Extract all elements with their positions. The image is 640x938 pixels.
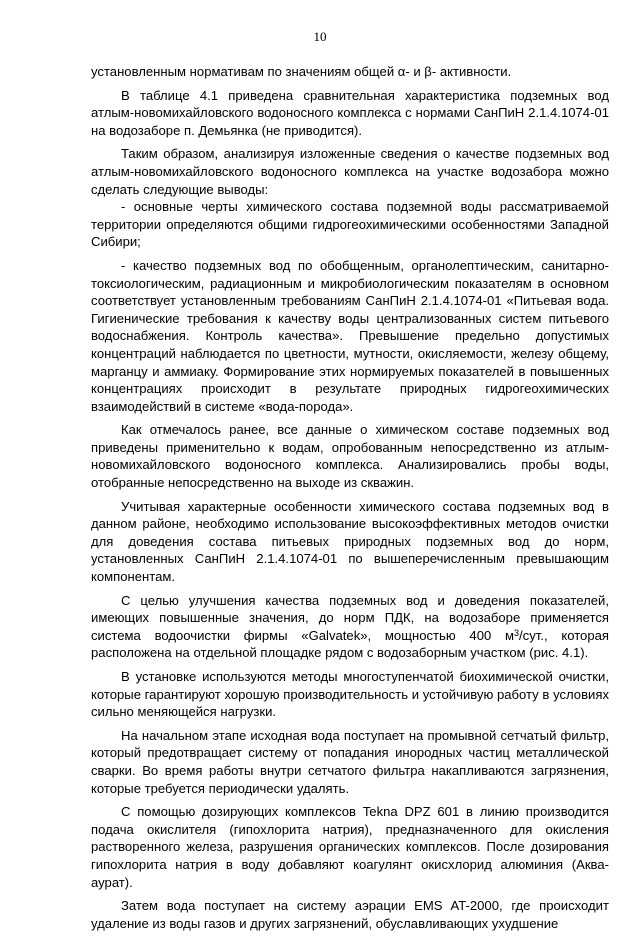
paragraph-1: установленным нормативам по значениям общей α- и β- активности. xyxy=(91,64,512,79)
paragraph-8 xyxy=(91,592,609,662)
paragraph-10: На начальном этапе исходная вода поступает на промывной сетчатый фильтр, который предотвращает систему от попадания инородных частиц металлической сварки. Во время работы внутри сетчатого фильтра накапливаются загрязнения, которые требуется периодически удалять. xyxy=(91,727,609,796)
paragraph-8-text-after: /сут., которая расположена на отдельной площадке рядом с водозаборным участком (рис. 4.1). xyxy=(91,627,609,661)
paragraph-11: С помощью дозирующих комплексов Tekna DPZ 601 в линию производится подача окислителя (гипохлорита натрия), предназначенного для окисления растворенного железа, разрушения органических комплексов. После дозирования гипохлорита натрия в воду добавляют коагулянт окисхлорид алюминия (Аква-аурат). xyxy=(91,804,609,890)
paragraph-6: Как отмечалось ранее, все данные о химическом составе подземных вод приведены применительно к водам, опробованным непосредственно из атлым-новомихайловского водоносного комплекса. Анализировались пробы воды, отобранные непосредственно на выходе из скважин. xyxy=(91,422,609,491)
paragraph-7: Учитывая характерные особенности химического состава подземных вод в данном районе, необходимо использование высокоэффективных методов очистки для доведения состава питьевых природных подземных вод до норм, установленных СанПиН 2.1.4.1074-01 по вышеперечисленным превышающим компонентам. xyxy=(91,498,609,585)
superscript-cubic: 3 xyxy=(514,627,520,638)
page-number: 10 xyxy=(313,29,327,44)
paragraph-8-text-before: С целью улучшения качества подземных вод и доведения показателей, имеющих повышенные значения, до норм ПДК, на водозаборе применяется система водоочистки фирмы «Galvatek», мощностью 400 м xyxy=(91,592,609,643)
paragraph-9: В установке используются методы многоступенчатой биохимической очистки, которые гарантируют хорошую производительность и устойчивую работу в условиях сильно меняющейся нагрузки. xyxy=(91,669,609,720)
paragraph-4-list-item: - основные черты химического состава подземной воды рассматриваемой территории определяются общими гидрогеохимическими особенностями Западной Сибири; xyxy=(91,199,609,250)
paragraph-2: В таблице 4.1 приведена сравнительная характеристика подземных вод атлым-новомихайловского водоносного комплекса с нормами СанПиН 2.1.4.1074-01 на водозаборе п. Демьянка (не приводится). xyxy=(91,87,609,138)
paragraph-5-list-item: - качество подземных вод по обобщенным, органолептическим, санитарно-токсиологическим, радиационным и микробиологическим показателям в основном соответствует установленным требованиям СанПиН 2.1.4.1074-01 «Питьевая вода. Гигиенические требования к качеству воды централизованных систем питьевого водоснабжения. Контроль качества». Превышение предельно допустимых концентраций наблюдается по цветности, мутности, окисляемости, железу общему, марганцу и аммиаку. Формирование этих нормируемых показателей в повышенных концентрациях происходит в результате природных гидрогеохимических взаимодействий в системе «вода-порода». xyxy=(91,257,609,414)
paragraph-12: Затем вода поступает на систему аэрации EMS AT-2000, где происходит удаление из воды газов и других загрязнений, обуславливающих ухудшение xyxy=(91,898,609,931)
document-body xyxy=(91,63,609,938)
paragraph-3: Таким образом, анализируя изложенные сведения о качестве подземных вод атлым-новомихайловского водоносного комплекса на участке водозабора можно сделать следующие выводы: xyxy=(91,146,609,197)
